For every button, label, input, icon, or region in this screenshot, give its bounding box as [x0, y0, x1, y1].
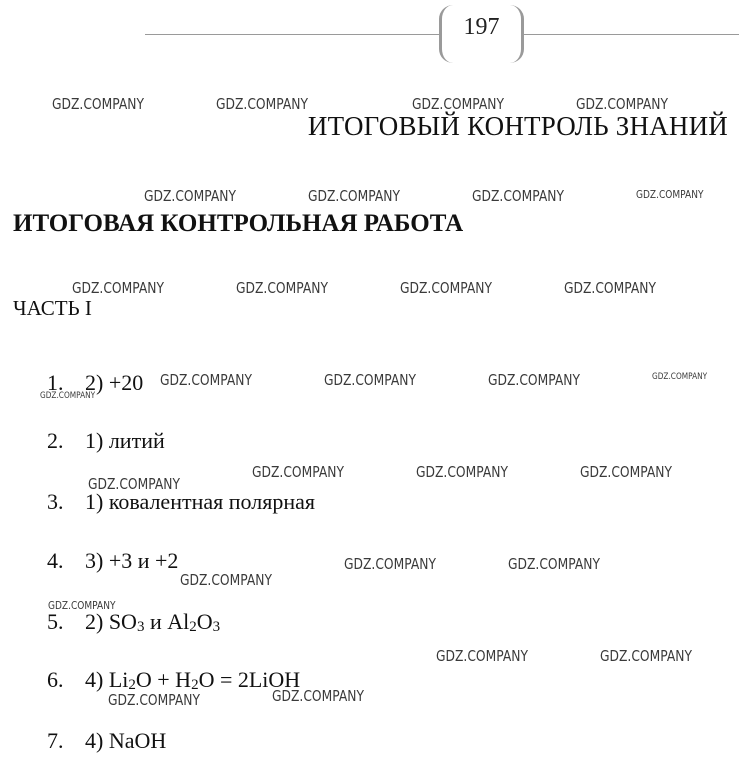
header-rule-left	[145, 34, 439, 35]
watermark: GDZ.COMPANY	[48, 599, 116, 612]
header-rule-right	[524, 34, 739, 35]
part-title: ЧАСТЬ I	[13, 296, 92, 320]
watermark: GDZ.COMPANY	[160, 371, 252, 389]
watermark: GDZ.COMPANY	[400, 279, 492, 297]
watermark: GDZ.COMPANY	[600, 647, 692, 665]
watermark: GDZ.COMPANY	[144, 187, 236, 205]
watermark: GDZ.COMPANY	[652, 372, 708, 382]
watermark: GDZ.COMPANY	[576, 95, 668, 113]
answer-item-4	[47, 547, 178, 575]
work-title: ИТОГОВАЯ КОНТРОЛЬНАЯ РАБОТА	[13, 210, 464, 237]
watermark: GDZ.COMPANY	[488, 371, 580, 389]
watermark: GDZ.COMPANY	[564, 279, 656, 297]
watermark: GDZ.COMPANY	[40, 391, 96, 401]
answer-item-2	[47, 427, 165, 455]
answer-formula: 4) $Li_2O + H_2O$ = 2LiOH	[85, 667, 301, 693]
answer-number: 3.	[47, 489, 64, 514]
answer-number: 6.	[47, 667, 64, 692]
watermark: GDZ.COMPANY	[416, 463, 508, 481]
answer-text: 4) NaOH	[85, 728, 167, 753]
watermark: GDZ.COMPANY	[636, 188, 704, 201]
answer-item-5	[47, 608, 220, 636]
answer-formula: 2) $SO_3$ и $Al_2O_3$	[85, 609, 221, 635]
answer-text: 2) +20	[85, 370, 144, 395]
answer-text: 3) +3 и +2	[85, 548, 179, 573]
watermark: GDZ.COMPANY	[72, 279, 164, 297]
watermark: GDZ.COMPANY	[108, 691, 200, 709]
watermark: GDZ.COMPANY	[436, 647, 528, 665]
answer-number: 5.	[47, 609, 64, 634]
section-title: ИТОГОВЫЙ КОНТРОЛЬ ЗНАНИЙ	[307, 111, 728, 141]
watermark: GDZ.COMPANY	[236, 279, 328, 297]
watermark: GDZ.COMPANY	[412, 95, 504, 113]
answer-number: 7.	[47, 728, 64, 753]
watermark: GDZ.COMPANY	[580, 463, 672, 481]
answer-item-7	[47, 727, 166, 755]
answer-number: 4.	[47, 548, 64, 573]
watermark: GDZ.COMPANY	[472, 187, 564, 205]
watermark: GDZ.COMPANY	[324, 371, 416, 389]
answer-text: 1) ковалентная полярная	[85, 489, 315, 514]
watermark: GDZ.COMPANY	[308, 187, 400, 205]
watermark: GDZ.COMPANY	[272, 687, 364, 705]
watermark: GDZ.COMPANY	[508, 555, 600, 573]
watermark: GDZ.COMPANY	[252, 463, 344, 481]
answer-text: 1) литий	[85, 428, 165, 453]
page-number: 197	[439, 5, 524, 63]
answer-item-6	[47, 666, 300, 694]
answer-number: 2.	[47, 428, 64, 453]
watermark: GDZ.COMPANY	[216, 95, 308, 113]
answer-number: 1.	[47, 370, 64, 395]
watermark: GDZ.COMPANY	[52, 95, 144, 113]
watermark: GDZ.COMPANY	[88, 475, 180, 493]
watermark: GDZ.COMPANY	[344, 555, 436, 573]
watermark: GDZ.COMPANY	[180, 571, 272, 589]
